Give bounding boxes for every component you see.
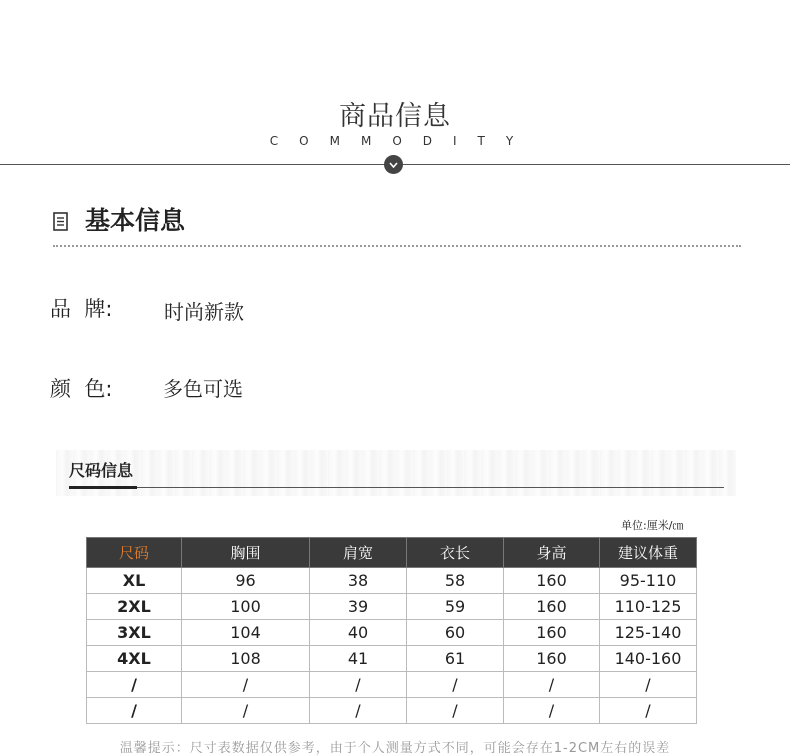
size-table-header	[87, 538, 697, 568]
table-cell: 160	[504, 568, 600, 594]
table-cell: 60	[407, 620, 504, 646]
table-cell: 160	[504, 620, 600, 646]
document-list-icon	[53, 212, 68, 231]
table-cell: 2XL	[87, 594, 182, 620]
page-subtitle: COMMODITY	[269, 134, 535, 148]
table-cell: /	[504, 698, 600, 724]
table-row	[87, 568, 697, 594]
table-cell: /	[310, 672, 407, 698]
table-cell: 125-140	[600, 620, 697, 646]
basic-info-title: 基本信息	[85, 206, 186, 235]
table-row	[87, 620, 697, 646]
dotted-divider	[53, 245, 741, 247]
size-title-underline	[69, 486, 137, 489]
brand-label: 品 牌:	[50, 297, 113, 321]
table-cell: /	[600, 672, 697, 698]
header-cell: 身高	[504, 538, 600, 568]
table-cell: 40	[310, 620, 407, 646]
chevron-down-icon	[384, 155, 403, 174]
size-divider	[69, 487, 724, 488]
table-cell: /	[87, 672, 182, 698]
table-cell: 100	[182, 594, 310, 620]
table-cell: 104	[182, 620, 310, 646]
table-cell: 4XL	[87, 646, 182, 672]
table-row	[87, 646, 697, 672]
table-cell: /	[87, 698, 182, 724]
table-cell: /	[310, 698, 407, 724]
table-cell: 95-110	[600, 568, 697, 594]
unit-note: 单位:厘米/㎝	[621, 519, 684, 532]
header-cell: 胸围	[182, 538, 310, 568]
table-cell: XL	[87, 568, 182, 594]
table-cell: 59	[407, 594, 504, 620]
size-table	[86, 537, 697, 724]
size-tip: 温馨提示：尺寸表数据仅供参考，由于个人测量方式不同，可能会存在1-2CM左右的误差	[119, 741, 671, 756]
table-cell: /	[504, 672, 600, 698]
table-cell: /	[407, 698, 504, 724]
table-cell: 3XL	[87, 620, 182, 646]
table-cell: 160	[504, 646, 600, 672]
table-cell: 61	[407, 646, 504, 672]
table-cell: /	[182, 698, 310, 724]
table-cell: 108	[182, 646, 310, 672]
brand-value: 时尚新款	[164, 300, 244, 324]
table-cell: 110-125	[600, 594, 697, 620]
color-label: 颜 色:	[50, 377, 113, 401]
header-cell: 肩宽	[310, 538, 407, 568]
table-cell: 58	[407, 568, 504, 594]
table-cell: 39	[310, 594, 407, 620]
table-cell: /	[182, 672, 310, 698]
table-cell: 140-160	[600, 646, 697, 672]
color-value: 多色可选	[163, 377, 243, 401]
header-cell: 建议体重	[600, 538, 697, 568]
table-row	[87, 672, 697, 698]
table-cell: 38	[310, 568, 407, 594]
header-cell: 衣长	[407, 538, 504, 568]
page-title: 商品信息	[339, 101, 451, 132]
table-cell: 96	[182, 568, 310, 594]
table-row	[87, 594, 697, 620]
table-cell: /	[600, 698, 697, 724]
size-banner	[56, 450, 736, 496]
table-cell: 160	[504, 594, 600, 620]
table-cell: /	[407, 672, 504, 698]
table-cell: 41	[310, 646, 407, 672]
size-info-title: 尺码信息	[69, 461, 134, 480]
header-cell: 尺码	[87, 538, 182, 568]
table-row	[87, 698, 697, 724]
